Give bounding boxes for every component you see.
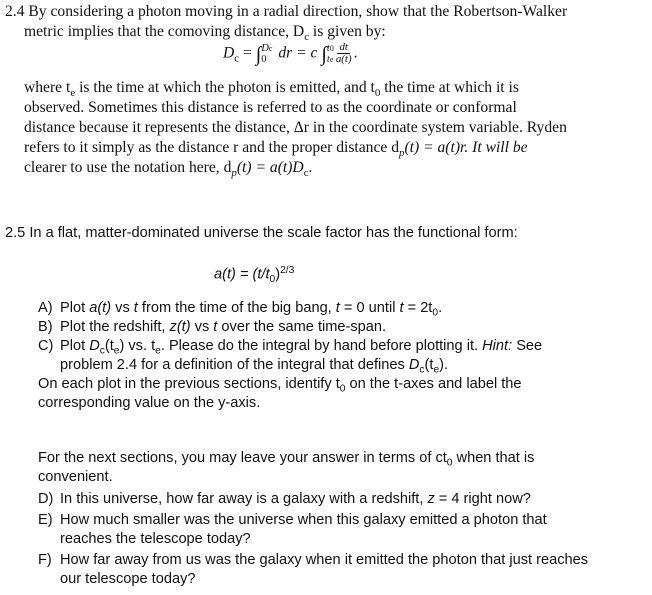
body-line-4-a: clearer to use the notation here, d bbox=[24, 159, 232, 176]
item-b-text: Plot the redshift, bbox=[60, 319, 170, 335]
item-a-vs: vs bbox=[111, 300, 134, 316]
dc-sub-2: c bbox=[303, 166, 309, 179]
note-sub: 0 bbox=[339, 383, 346, 395]
item-b-end: over the same time-span. bbox=[217, 319, 387, 335]
formula-left: a(t) = (t/t bbox=[214, 266, 270, 283]
dt-over-a-fraction bbox=[336, 42, 352, 66]
item-a-t3: t bbox=[399, 300, 404, 316]
item-c-hint: Hint: bbox=[482, 338, 513, 354]
item-c2-tsub: e bbox=[433, 364, 440, 376]
t0-sub: 0 bbox=[374, 86, 381, 99]
int2-limits bbox=[327, 43, 334, 65]
item-label: E) bbox=[38, 512, 53, 528]
int1-limits bbox=[261, 43, 272, 65]
int2-lower-sub: e bbox=[329, 54, 334, 64]
note-end: on the t-axes and label the bbox=[345, 376, 522, 392]
body-line-3-b: (t) = a(t)r. It will be bbox=[404, 139, 528, 156]
formula-right: ) bbox=[275, 266, 281, 283]
int1-lower: 0 bbox=[261, 53, 267, 65]
problem-24-line2-end: is given by: bbox=[309, 23, 386, 40]
int2-lower: t bbox=[326, 53, 330, 65]
where-text-c: the time at which it is bbox=[380, 79, 519, 96]
body-line-2: distance because it represents the distance, Δr in the coordinate system variable. Ryden bbox=[24, 119, 567, 136]
item-label: F) bbox=[38, 552, 52, 568]
item-c-d: D bbox=[89, 338, 100, 354]
item-label: A) bbox=[38, 300, 53, 316]
eq-end: . bbox=[353, 44, 358, 62]
body-line-4 bbox=[24, 158, 312, 183]
eq-equals: = bbox=[239, 44, 256, 62]
item-c-text2: . Please do the integral by hand before plotting it. bbox=[160, 338, 483, 354]
dc-subscript: c bbox=[304, 30, 310, 43]
item-c-tsub2: e bbox=[155, 345, 161, 357]
item-b-zt: z(t) bbox=[169, 319, 191, 335]
dp-sub-2: p bbox=[231, 166, 237, 179]
comoving-distance-equation bbox=[223, 42, 358, 69]
item-a-text3: = 0 until bbox=[339, 300, 400, 316]
item-c2-t: (t bbox=[424, 357, 434, 373]
item-a-sub: 0 bbox=[432, 307, 439, 319]
item-c2-text: problem 2.4 for a definition of the integral that defines bbox=[60, 357, 409, 373]
body-line-3-a: refers to it simply as the distance r and the proper distance d bbox=[24, 139, 399, 156]
problem-25-heading: 2.5 In a flat, matter-dominated universe the scale factor has the functional form: bbox=[5, 225, 518, 241]
problem-24-heading bbox=[5, 2, 567, 22]
int1-upper-sub: c bbox=[268, 43, 273, 53]
item-a-text4: = 2t bbox=[403, 300, 433, 316]
body-line-4-b: (t) = a(t)D bbox=[236, 159, 304, 176]
item-label: C) bbox=[38, 338, 54, 354]
item-b-vs: vs bbox=[190, 319, 214, 335]
note-text: On each plot in the previous sections, identify t bbox=[38, 376, 340, 392]
te-sub: e bbox=[70, 86, 76, 99]
item-a-at: a(t) bbox=[89, 300, 112, 316]
next-text: For the next sections, you may leave your answer in terms of ct bbox=[38, 450, 447, 466]
item-c-text: Plot bbox=[60, 338, 90, 354]
integral-sign-1: ∫ bbox=[255, 43, 262, 66]
eq-lhs: D bbox=[223, 44, 235, 62]
formula-exponent: 2/3 bbox=[280, 265, 295, 276]
item-c-t: (t bbox=[104, 338, 114, 354]
formula-sub: 0 bbox=[269, 274, 276, 286]
item-d-end: = 4 right now? bbox=[434, 491, 531, 507]
item-e-text: How much smaller was the universe when this galaxy emitted a photon that bbox=[60, 512, 547, 528]
next-end: when that is bbox=[452, 450, 535, 466]
item-c-dsub: c bbox=[99, 345, 105, 357]
list-item-f bbox=[38, 551, 588, 570]
item-f-text: How far away from us was the galaxy when it emitted the photon that just reaches bbox=[60, 552, 589, 568]
list-item-d bbox=[38, 490, 531, 509]
problem-24-heading-text: 2.4 By considering a photon moving in a radial direction, show that the Robertson-Walker bbox=[5, 3, 568, 20]
item-a-text: Plot bbox=[60, 300, 90, 316]
item-a-end: . bbox=[438, 300, 443, 316]
int2-upper: t bbox=[326, 42, 330, 54]
next-sub: 0 bbox=[446, 457, 453, 469]
body-line-4-end: . bbox=[308, 159, 313, 176]
note-line-2: corresponding value on the y-axis. bbox=[38, 395, 261, 411]
item-d-z: z bbox=[427, 491, 435, 507]
problem-24-line2-text: metric implies that the comoving distance, D bbox=[24, 23, 305, 40]
integral-sign-2: ∫ bbox=[321, 43, 327, 66]
frac-denominator: a(t) bbox=[335, 53, 352, 66]
item-a-t: t bbox=[133, 300, 138, 316]
body-line-1: observed. Sometimes this distance is referred to as the coordinate or conformal bbox=[24, 99, 517, 116]
dp-sub: p bbox=[399, 146, 405, 159]
item-label: D) bbox=[38, 491, 54, 507]
item-b-t: t bbox=[213, 319, 218, 335]
item-c2-end: ). bbox=[439, 357, 449, 373]
item-c2-dsub: c bbox=[419, 364, 425, 376]
eq-lhs-sub: c bbox=[234, 52, 240, 65]
item-label: B) bbox=[38, 319, 53, 335]
where-text-a: where t bbox=[24, 79, 71, 96]
item-a-text2: from the time of the big bang, bbox=[137, 300, 336, 316]
list-item-e bbox=[38, 511, 547, 530]
list-item-f-cont: our telescope today? bbox=[60, 571, 196, 587]
scale-factor-formula bbox=[214, 262, 294, 290]
where-text-b: is the time at which the photon is emitted, and t bbox=[75, 79, 375, 96]
int2-upper-sub: 0 bbox=[329, 43, 334, 53]
next-line-2: convenient. bbox=[38, 469, 113, 485]
list-item-e-cont: reaches the telescope today? bbox=[60, 531, 251, 547]
frac-numerator: dt bbox=[339, 41, 348, 53]
int1-upper: D bbox=[261, 42, 269, 54]
item-c2-d: D bbox=[408, 357, 420, 373]
list-item-b bbox=[38, 318, 386, 337]
item-c-tsub: e bbox=[113, 345, 120, 357]
item-c-see: See bbox=[512, 338, 543, 354]
eq-dr: dr = c bbox=[274, 44, 322, 62]
item-c-vs: ) vs. t bbox=[119, 338, 156, 354]
item-a-t2: t bbox=[335, 300, 340, 316]
item-d-text: In this universe, how far away is a galaxy with a redshift, bbox=[60, 491, 428, 507]
